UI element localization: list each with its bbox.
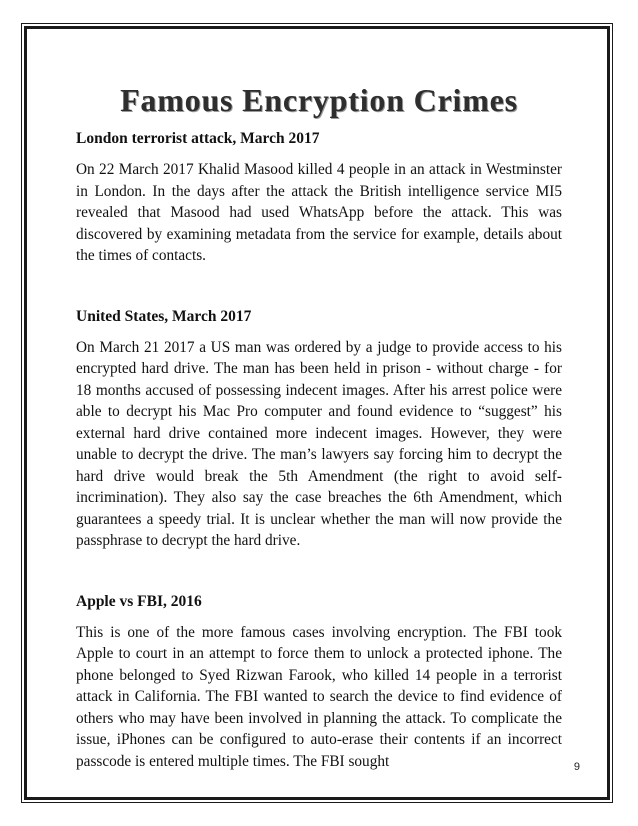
section-heading: United States, March 2017 [76,307,252,325]
section-heading: London terrorist attack, March 2017 [76,130,320,147]
section-us-case [76,307,562,552]
section-paragraph: On March 21 2017 a US man was ordered by a judge to provide access to his encrypted hard drive. The man has been held in prison - without charge - for 18 months accused of possessing indecent images. After his arrest police were able to decrypt his Mac Pro computer and found evidence to “suggest” his external hard drive contained more indecent images. However, they were unable to decrypt the drive. The man’s lawyers say forcing him to decrypt the hard drive would break the 5th Amendment (the right to avoid self-incrimination). They also say the case breaches the 6th Amendment, which guarantees a speedy trial. It is unclear whether the man will now provide the passphrase to decrypt the hard drive. [76,338,562,549]
section-paragraph: On 22 March 2017 Khalid Masood killed 4 people in an attack in Westminster in London. In the days after the attack the British intelligence service MI5 revealed that Masood had used WhatsApp before the attack. This was discovered by examining metadata from the service for example, details about the times of contacts. [76,161,562,264]
page-number: 9 [573,761,580,773]
document-body [76,129,562,772]
section-paragraph: This is one of the more famous cases involving encryption. The FBI took Apple to court in an attempt to force them to unlock a protected iphone. The phone belonged to Syed Rizwan Farook, who killed 14 people in a terrorist attack in California. The FBI wanted to search the device to find evidence of others who may have been involved in planning the attack. To complicate the issue, iPhones can be configured to auto-erase their contents if an incorrect passcode is entered multiple times. The FBI sought [76,623,562,770]
section-heading: Apple vs FBI, 2016 [76,592,202,610]
page-title: Famous Encryption Crimes [120,82,518,118]
section-london-attack [76,129,562,267]
section-apple-fbi [76,592,562,773]
